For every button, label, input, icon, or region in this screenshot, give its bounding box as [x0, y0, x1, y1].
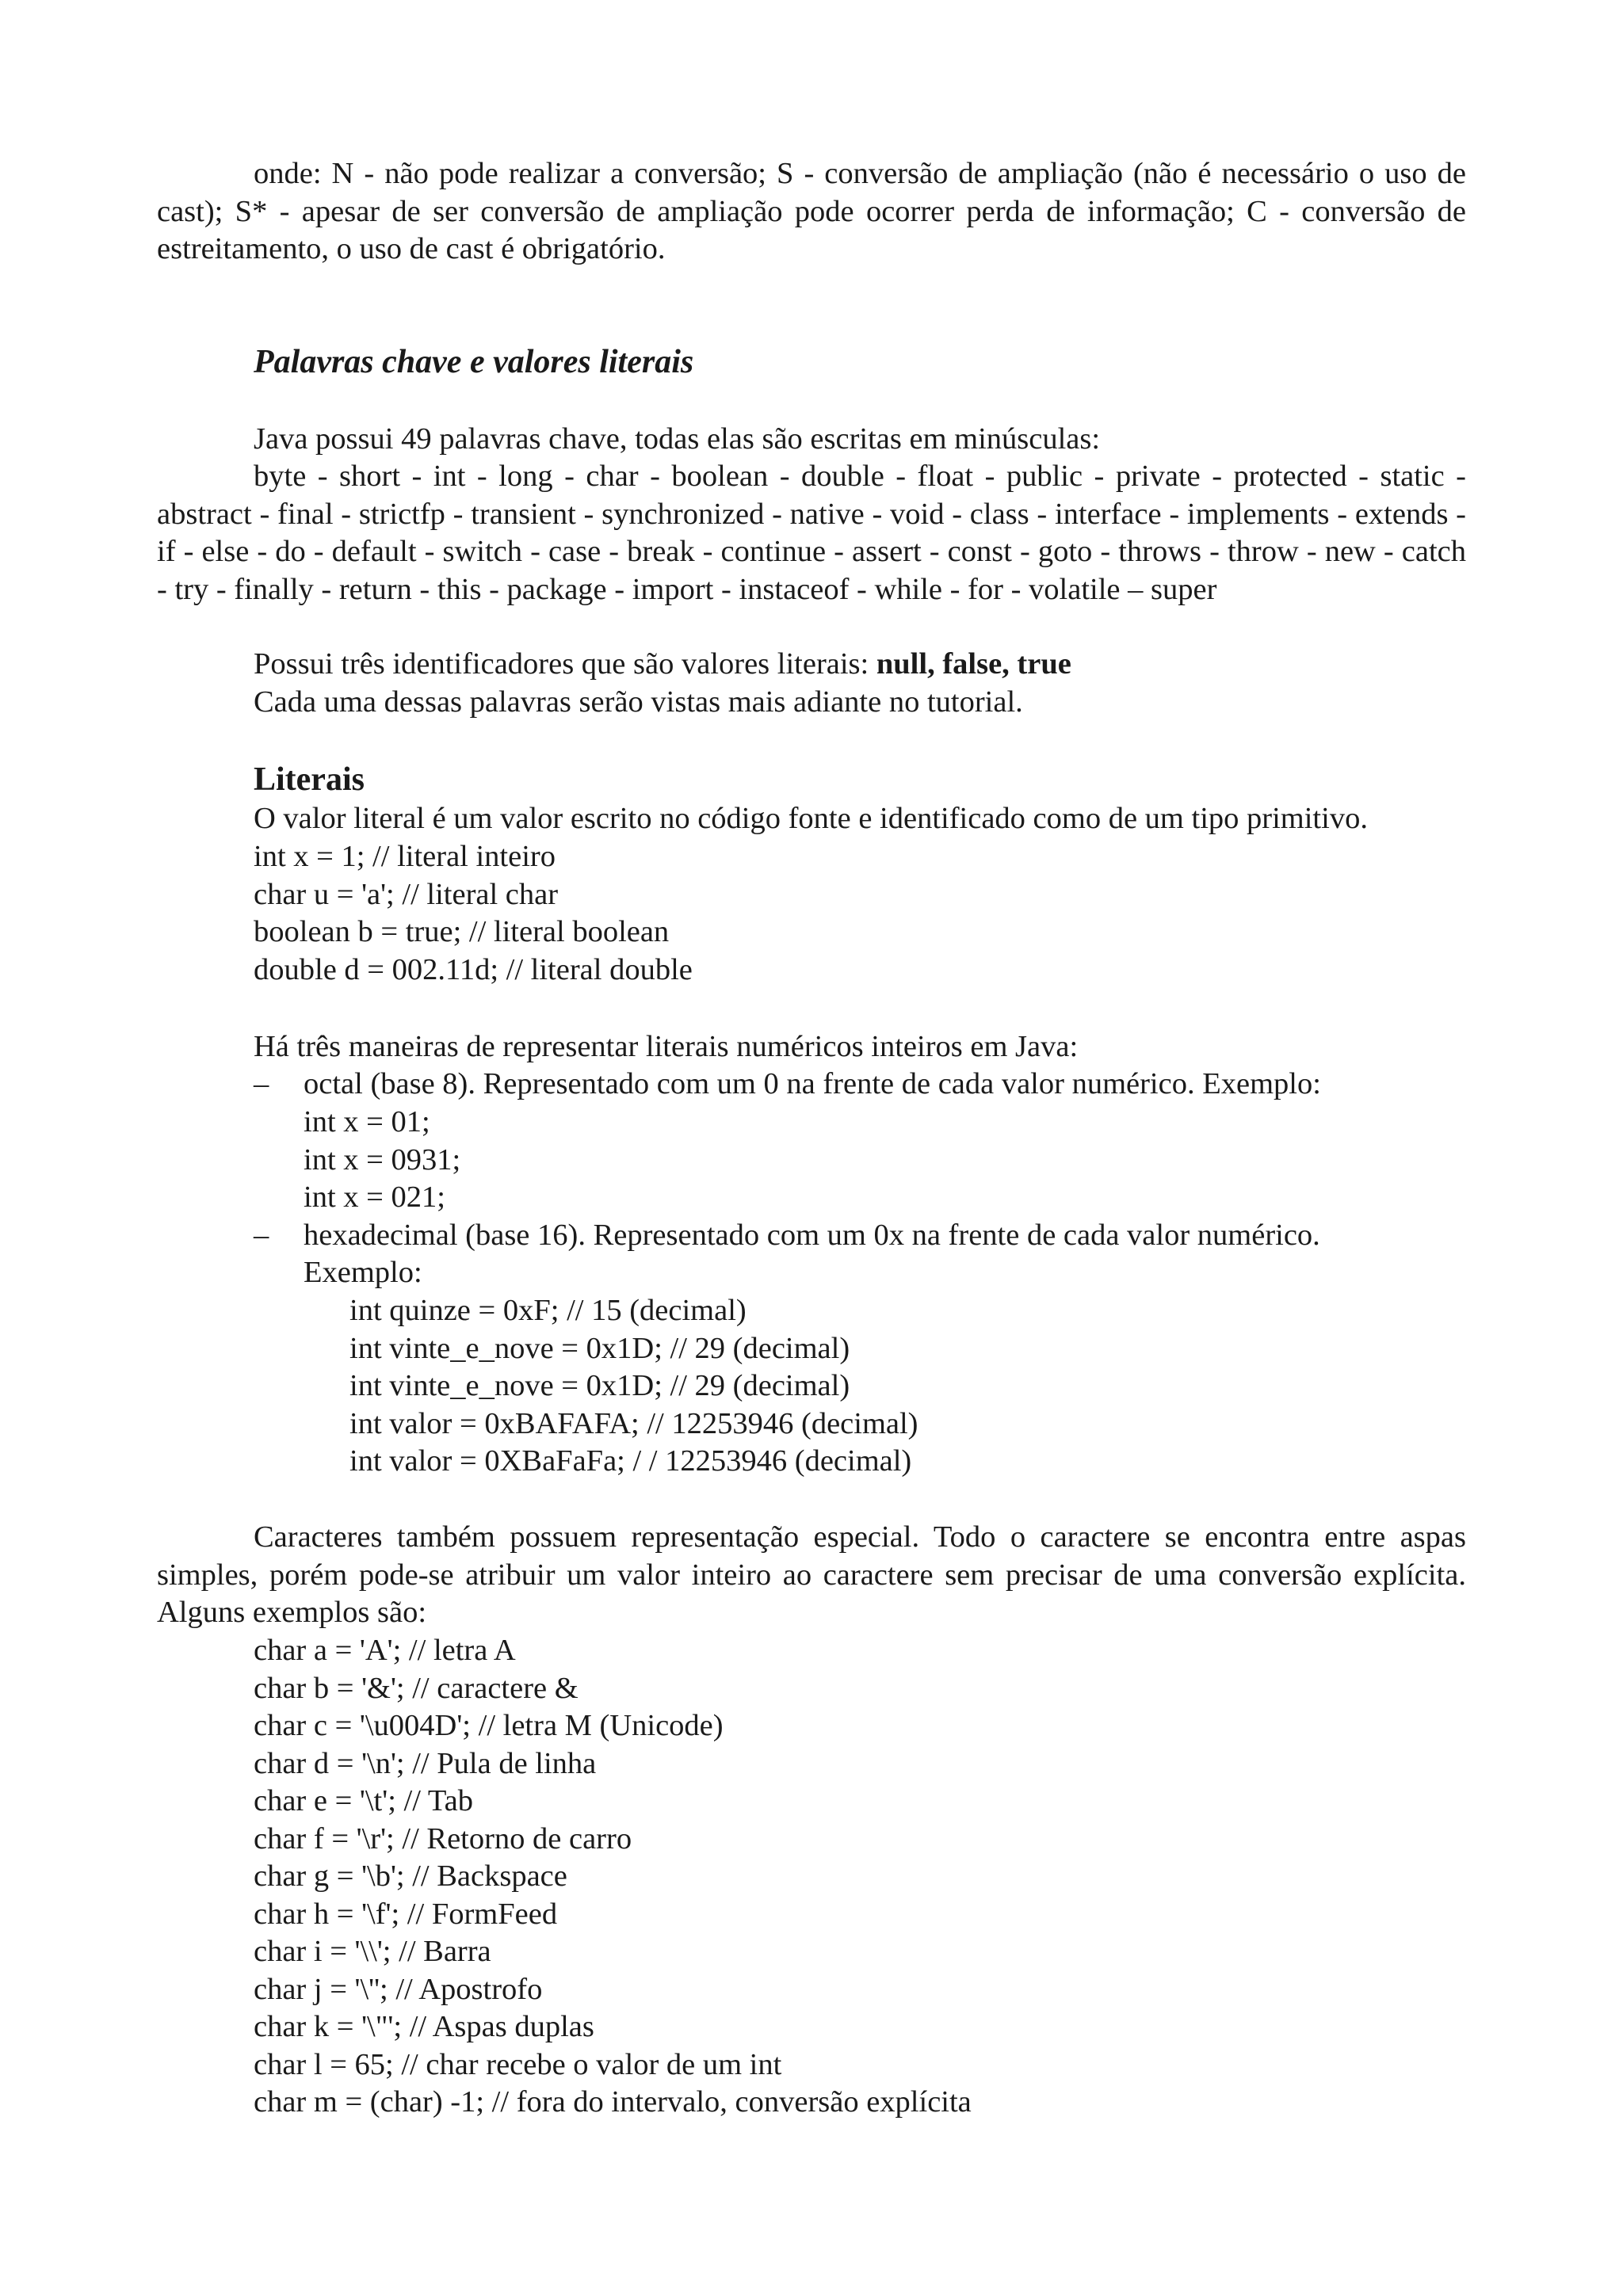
char-example: char f = '\r'; // Retorno de carro: [254, 1821, 632, 1855]
literal-example: int x = 1; // literal inteiro: [254, 840, 556, 873]
char-example: char l = 65; // char recebe o valor de um int: [254, 2047, 782, 2081]
literal-identifiers-values: null, false, true: [876, 647, 1071, 681]
literals-heading: Literais: [254, 761, 365, 798]
octal-description: octal (base 8). Representado com um 0 na frente de cada valor numérico. Exemplo:: [304, 1067, 1321, 1100]
char-example: char h = '\f'; // FormFeed: [254, 1897, 558, 1931]
char-example: char d = '\n'; // Pula de linha: [254, 1746, 597, 1780]
character-examples: [254, 1632, 972, 2122]
char-example: char k = '\"'; // Aspas duplas: [254, 2010, 594, 2043]
char-example: char c = '\u004D'; // letra M (Unicode): [254, 1709, 724, 1742]
bullet-hex: –: [254, 1219, 269, 1252]
characters-paragraph: Caracteres também possuem representação especial. Todo o caractere se encontra entre aspas simples, porém pode-se atribuir um valor inteiro ao caractere sem precisar de uma conversão explícita. Alguns exemplos são:: [157, 1520, 1466, 1629]
hex-example: int quinze = 0xF; // 15 (decimal): [349, 1294, 747, 1327]
char-example: char b = '&'; // caractere &: [254, 1671, 579, 1705]
char-example: char g = '\b'; // Backspace: [254, 1859, 567, 1893]
octal-example: int x = 01;: [304, 1105, 430, 1138]
octal-example: int x = 021;: [304, 1180, 445, 1214]
hex-example: int valor = 0xBAFAFA; // 12253946 (decimal): [349, 1406, 918, 1440]
char-example: char m = (char) -1; // fora do intervalo, conversão explícita: [254, 2085, 972, 2119]
char-example: char e = '\t'; // Tab: [254, 1784, 474, 1817]
literal-identifiers-prefix: Possui três identificadores que são valores literais:: [254, 647, 876, 681]
char-example: char j = '\''; // Apostrofo: [254, 1972, 543, 2006]
char-example: char i = '\\'; // Barra: [254, 1935, 491, 1968]
literal-example: boolean b = true; // literal boolean: [254, 915, 670, 948]
keywords-list: byte - short - int - long - char - boolean - double - float - public - private - protected - static - abstract - final - strictfp - transient - synchronized - native - void - class - interface - implements - extends - if - else - do - default - switch - case - break - continue - assert - const - goto - throws - throw - new - catch - try - finally - return - this - package - import - instaceof - while - for - volatile – super: [157, 460, 1466, 606]
literal-example: double d = 002.11d; // literal double: [254, 952, 693, 986]
hex-example: int valor = 0XBaFaFa; / / 12253946 (decimal): [349, 1444, 912, 1478]
hex-description: hexadecimal (base 16). Representado com um 0x na frente de cada valor numérico.: [304, 1219, 1320, 1252]
keywords-heading: Palavras chave e valores literais: [254, 344, 694, 380]
keywords-note: Cada uma dessas palavras serão vistas mais adiante no tutorial.: [254, 685, 1023, 719]
literals-examples: [254, 838, 693, 989]
integer-literals-intro: Há três maneiras de representar literais numéricos inteiros em Java:: [254, 1030, 1079, 1063]
literal-identifiers: [254, 646, 1071, 684]
hex-example-label: Exemplo:: [304, 1256, 422, 1289]
octal-example: int x = 0931;: [304, 1142, 461, 1177]
literals-description: O valor literal é um valor escrito no código fonte e identificado como de um tipo primitivo.: [254, 802, 1368, 835]
hex-example: int vinte_e_nove = 0x1D; // 29 (decimal): [349, 1369, 850, 1402]
intro-paragraph: onde: N - não pode realizar a conversão; S - conversão de ampliação (não é necessário o uso de cast); S* - apesar de ser conversão de ampliação pode ocorrer perda de informação; C - conversão de estreitamento, o uso de cast é obrigatório.: [157, 157, 1466, 265]
octal-examples: [304, 1104, 460, 1217]
hex-example: int vinte_e_nove = 0x1D; // 29 (decimal): [349, 1331, 850, 1365]
keywords-intro: Java possui 49 palavras chave, todas elas são escritas em minúsculas:: [254, 422, 1101, 456]
hex-examples: [349, 1292, 918, 1481]
literal-example: char u = 'a'; // literal char: [254, 877, 559, 911]
char-example: char a = 'A'; // letra A: [254, 1634, 516, 1667]
bullet-octal: –: [254, 1067, 269, 1100]
